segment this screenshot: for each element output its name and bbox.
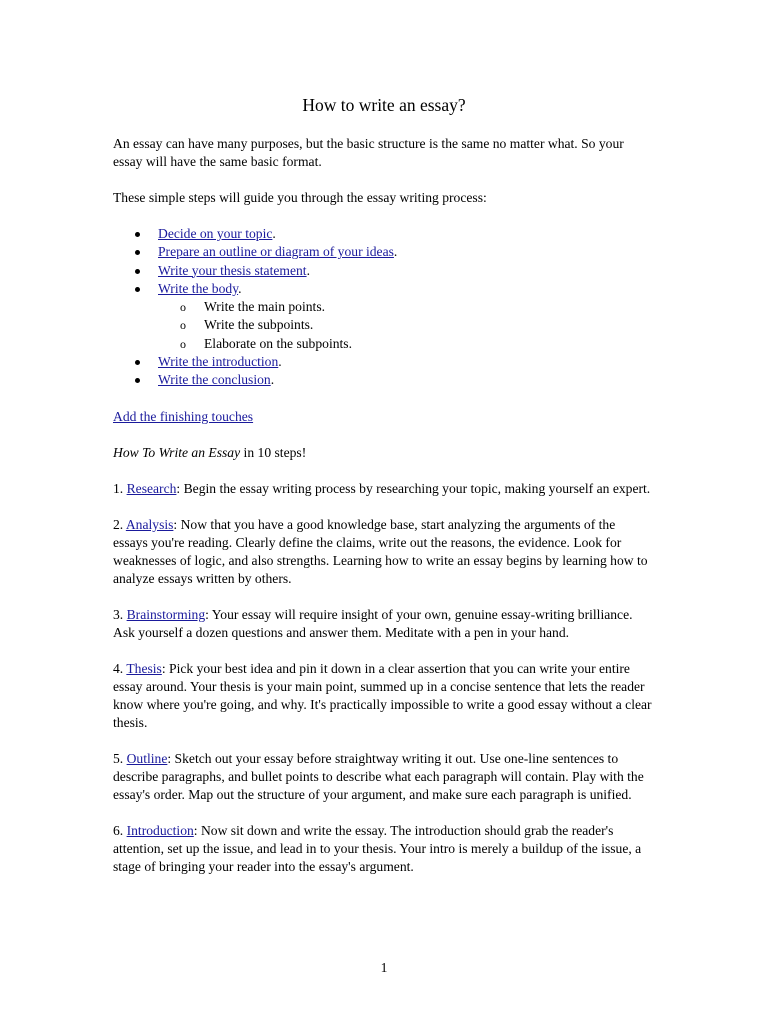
link-write-conclusion[interactable]: Write the conclusion	[158, 372, 271, 388]
list-item: Decide on your topic.	[113, 225, 653, 243]
step-paragraph: 1. Research: Begin the essay writing process by researching your topic, making yourself an expert.	[113, 481, 651, 496]
page-number: 1	[380, 960, 388, 975]
numbered-steps	[113, 480, 653, 894]
bullet-dot	[135, 360, 140, 365]
step-paragraph: 3. Brainstorming: Your essay will require insight of your own, genuine essay-writing brilliance. Ask yourself a dozen questions and answer them. Meditate with a pen in your hand.	[113, 607, 633, 640]
steps-intro: These simple steps will guide you through the essay writing process:	[113, 190, 487, 205]
sub-list-item: o Elaborate on the subpoints.	[180, 335, 352, 351]
bullet-dot	[135, 269, 140, 274]
link-outline[interactable]: Outline	[126, 751, 168, 766]
page-title: How to write an essay?	[302, 95, 466, 115]
step-paragraph: 5. Outline: Sketch out your essay before straightway writing it out. Use one-line sentences to describe paragraphs, and bullet points to describe what each paragraph will contain. Play with the essay's order. Map out the structure of your argument, and make sure each paragraph is unified.	[113, 751, 644, 802]
link-thesis-statement[interactable]: Write your thesis statement	[158, 262, 307, 278]
circle-bullet-icon: o	[180, 318, 186, 333]
link-write-body[interactable]: Write the body	[158, 280, 239, 296]
bullet-dot	[135, 378, 140, 383]
list-item: Write your thesis statement.	[113, 262, 653, 280]
link-write-introduction[interactable]: Write the introduction	[158, 354, 279, 370]
list-item: Write the body.	[113, 280, 653, 298]
link-thesis[interactable]: Thesis	[126, 661, 162, 676]
list-item: Write the introduction.	[113, 353, 653, 371]
step-paragraph: 6. Introduction: Now sit down and write the essay. The introduction should grab the reader's attention, set up the issue, and lead in to your thesis. Your intro is merely a buildup of the issue, a stage of bringing your reader into the essay's argument.	[113, 823, 642, 874]
list-item: Prepare an outline or diagram of your ideas.	[113, 243, 653, 261]
steps-list	[113, 225, 653, 390]
intro-paragraph: An essay can have many purposes, but the basic structure is the same no matter what. So your essay will have the same basic format.	[113, 136, 624, 169]
link-brainstorming[interactable]: Brainstorming	[126, 607, 206, 622]
link-analysis[interactable]: Analysis	[125, 517, 174, 532]
circle-bullet-icon: o	[180, 300, 186, 315]
link-research[interactable]: Research	[126, 481, 177, 496]
circle-bullet-icon: o	[180, 336, 186, 351]
sub-list-item: o Write the main points.	[180, 299, 326, 315]
ten-steps-heading: How To Write an Essay in 10 steps!	[113, 445, 307, 460]
bullet-dot	[135, 232, 140, 237]
bullet-dot	[135, 250, 140, 255]
link-decide-topic[interactable]: Decide on your topic	[158, 226, 273, 241]
step-paragraph: 2. Analysis: Now that you have a good knowledge base, start analyzing the arguments of the essays you're reading. Clearly define the claims, write out the reasons, the evidence. Look for weaknesses of logic, and also strengths. Learning how to write an essay begins by learning how to analyze essays written by others.	[113, 517, 648, 586]
link-finishing-touches[interactable]: Add the finishing touches	[113, 409, 254, 424]
link-prepare-outline[interactable]: Prepare an outline or diagram of your ideas	[158, 244, 394, 260]
sub-list-item: o Write the subpoints.	[180, 317, 314, 333]
step-paragraph: 4. Thesis: Pick your best idea and pin it down in a clear assertion that you can write your entire essay around. Your thesis is your main point, summed up in a concise sentence that lets the reader know where you're going, and why. It's practically impossible to write a good essay without a clear thesis.	[113, 661, 652, 730]
list-item: Write the conclusion.	[113, 371, 653, 389]
finishing-paragraph	[113, 408, 653, 426]
bullet-dot	[135, 287, 140, 292]
link-introduction[interactable]: Introduction	[126, 823, 194, 838]
